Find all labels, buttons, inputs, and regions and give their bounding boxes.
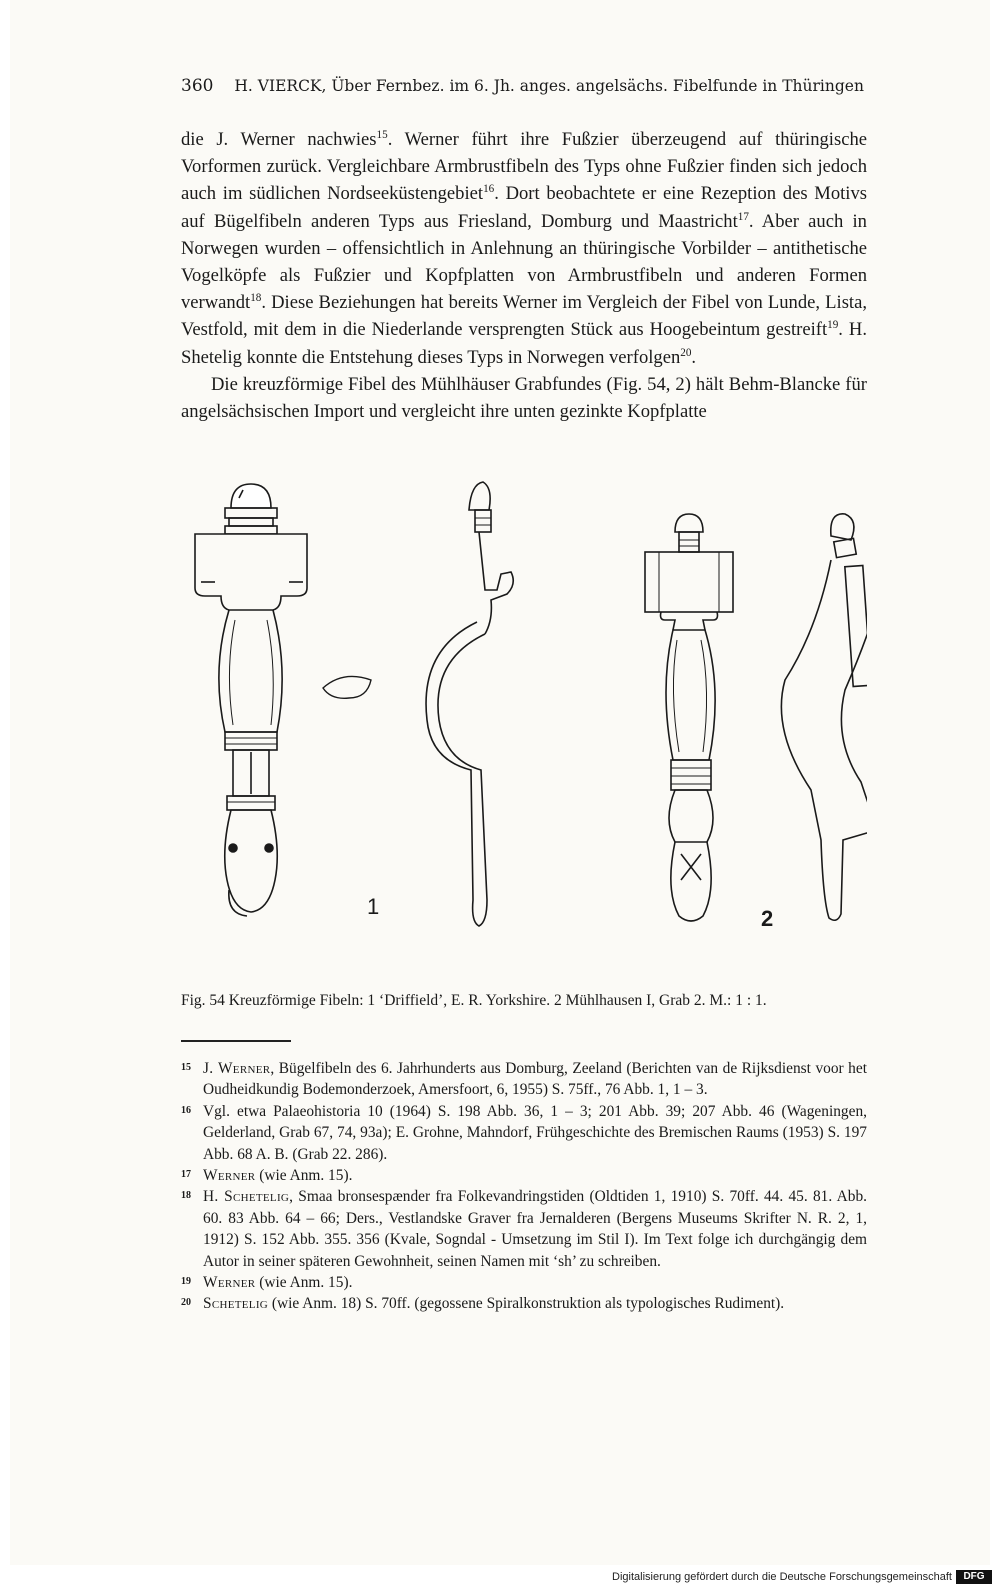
figure-label-1: 1 bbox=[367, 894, 380, 919]
footnote-16 bbox=[181, 1101, 867, 1165]
footnote-20 bbox=[181, 1293, 867, 1314]
body-text bbox=[181, 126, 867, 425]
footnote-15 bbox=[181, 1058, 867, 1101]
p1-text: . Diese Beziehungen hat bereits Werner im Vergleich der Fibel von Lunde, Lista, Vestfold, mit dem in die Niederlande versprengten Stück aus Hoogebeintum gestreift bbox=[181, 292, 867, 341]
paragraph-2: Die kreuzförmige Fibel des Mühlhäuser Grabfundes (Fig. 54, 2) hält Behm-Blancke für angelsächsischen Import und vergleicht ihre unten gezinkte Kopfplatte bbox=[181, 373, 867, 423]
figure-54 bbox=[181, 470, 867, 970]
footnote-text: (wie Anm. 15). bbox=[255, 1167, 353, 1185]
paragraph-1 bbox=[181, 126, 867, 371]
p1-text: . H. Shetelig konnte die Entstehung dieses Typs in Norwegen verfolgen bbox=[181, 319, 867, 368]
footnote-text: Vgl. etwa Palaeohistoria 10 (1964) S. 198 Abb. 36, 1 – 3; 201 Abb. 39; 207 Abb. 46 (Wageningen, Gelderland, Grab 67, 74, 93a); E. Grohne, Mahndorf, Frühgeschichte des Bremischen Raums (1953) S. 197 Abb. 68 A. B. (Grab 22. 286). bbox=[203, 1102, 867, 1163]
figure-caption: Fig. 54 Kreuzförmige Fibeln: 1 ‘Driffield’, E. R. Yorkshire. 2 Mühlhausen I, Grab 2. M.: 1 : 1. bbox=[181, 992, 767, 1009]
footnote-ref[interactable]: 17 bbox=[737, 210, 749, 223]
p1-text: . Aber auch in Norwegen wurden – offensichtlich in Anlehnung an thüringische Vorbilder – antithetische Vogelköpfe als Fußzier und Kopfplatten von Armbrustfibeln und anderen Formen verwandt bbox=[181, 210, 867, 314]
fibula-drawing bbox=[181, 470, 867, 970]
footnote-number: 18 bbox=[181, 1190, 191, 1202]
footnote-text: (wie Anm. 18) S. 70ff. (gegossene Spiralkonstruktion als typologisches Rudiment). bbox=[268, 1295, 785, 1313]
footnote-ref[interactable]: 15 bbox=[376, 128, 388, 141]
footnote-rule bbox=[181, 1040, 291, 1042]
running-title: H. VIERCK, Über Fernbez. im 6. Jh. anges. angelsächs. Fibelfunde in Thüringen bbox=[234, 77, 864, 95]
footnote-19 bbox=[181, 1272, 867, 1293]
digitization-credit[interactable]: Digitalisierung gefördert durch die Deutsche Forschungsgemeinschaft bbox=[612, 1571, 952, 1583]
fibula-2-front bbox=[645, 514, 733, 921]
fibula-1-front bbox=[195, 484, 307, 916]
footnote-ref[interactable]: 20 bbox=[680, 346, 692, 359]
footnote-17 bbox=[181, 1165, 867, 1186]
footnote-number: 19 bbox=[181, 1276, 191, 1288]
footnote-author: Schetelig bbox=[203, 1295, 269, 1313]
figure-label-2: 2 bbox=[761, 906, 774, 931]
footnote-number: 20 bbox=[181, 1297, 191, 1309]
page-number: 360 bbox=[181, 76, 214, 96]
footnote-ref[interactable]: 18 bbox=[250, 292, 262, 305]
footnote-author: J. Werner bbox=[203, 1060, 271, 1077]
dfg-logo[interactable]: DFG bbox=[956, 1570, 992, 1584]
footnotes bbox=[181, 1058, 867, 1315]
footnote-number: 16 bbox=[181, 1104, 191, 1116]
footnote-text: , Bügelfibeln des 6. Jahrhunderts aus Domburg, Zeeland (Berichten van de Rijksdienst voor het Oudheidkundig Bodemonderzoek, Amersfoort, 6, 1955) S. 75ff., 76 Abb. 1, 1 – 3. bbox=[203, 1060, 867, 1099]
footnote-author: H. Schetelig bbox=[203, 1188, 290, 1206]
footnote-number: 17 bbox=[181, 1169, 191, 1181]
footnote-ref[interactable]: 19 bbox=[827, 319, 839, 332]
p1-text: . Werner führt ihre Fußzier überzeugend auf thüringische Vorformen zurück. Vergleichbare Armbrustfibeln des Typs ohne Fußzier finden sich jedoch auch im südlichen Nordseeküstengebiet bbox=[181, 129, 868, 205]
fibula-2-side bbox=[781, 514, 867, 920]
footnote-ref[interactable]: 16 bbox=[483, 183, 495, 196]
footnote-author: Werner bbox=[203, 1167, 256, 1185]
footnote-author: Werner bbox=[203, 1274, 256, 1292]
p1-text: die J. Werner nachwies bbox=[181, 129, 377, 150]
footnote-text: (wie Anm. 15). bbox=[255, 1274, 353, 1292]
footnote-text: , Smaa bronsespænder fra Folkevandringstiden (Oldtiden 1, 1910) S. 70ff. 44. 45. 81. Abb. 60. 83 Abb. 64 – 66; Ders., Vestlandske Graver fra Jernalderen (Bergens Museums Skrifter N. R. 2, 1, 1912) S. 152 Abb. 355. 356 (Kvale, Sogndal - Umsetzung im Stil I). Im Text folge ich durchgängig dem Autor in seiner späteren Gewohnheit, seinen Namen mit ‘sh’ zu schreiben. bbox=[203, 1188, 867, 1270]
footnote-number: 15 bbox=[181, 1062, 191, 1073]
p1-text: . bbox=[691, 346, 697, 368]
p1-text: . Dort beobachtete er eine Rezeption des Motivs auf Bügelfibeln anderen Typs aus Friesland, Domburg und Maastricht bbox=[181, 183, 867, 232]
running-header bbox=[181, 76, 867, 96]
fibula-1-side bbox=[426, 482, 513, 926]
cross-section bbox=[323, 676, 371, 698]
footnote-18 bbox=[181, 1186, 867, 1272]
